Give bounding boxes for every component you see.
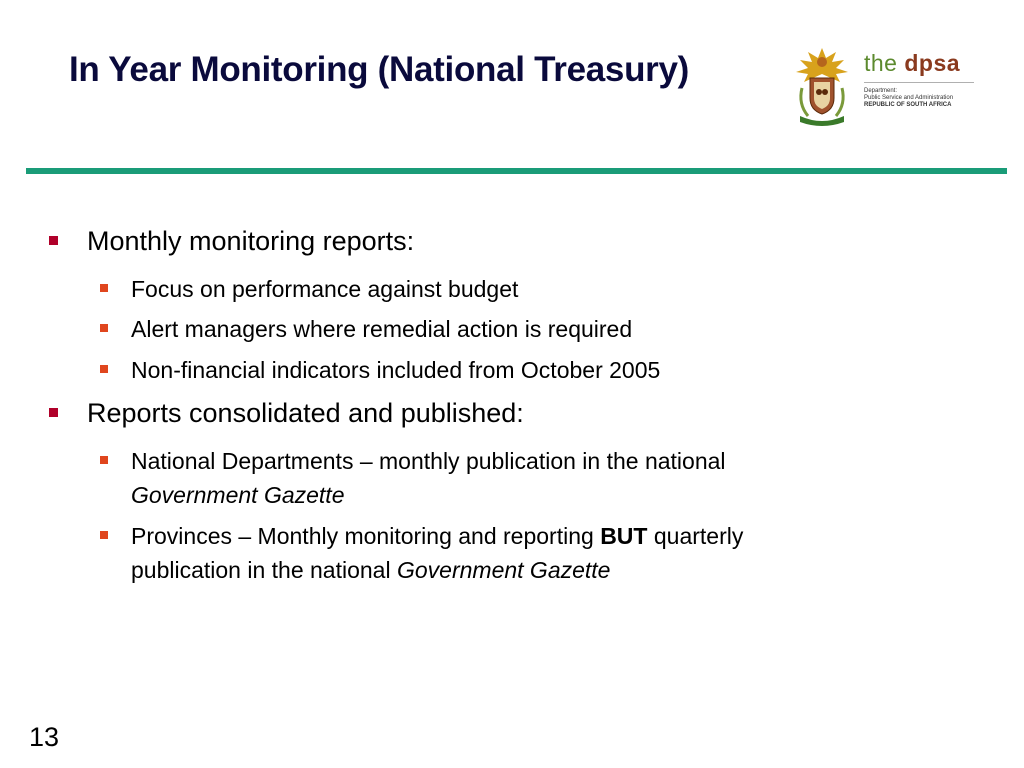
sub-bullet-text-italic: Government Gazette [396,557,611,583]
dpsa-wordmark [864,48,984,124]
sub-bullet-text-bold: BUT [600,523,648,549]
bullet-text: Monthly monitoring reports: [87,226,415,256]
bullet-square-icon [100,365,108,373]
bullet-square-icon [100,531,108,539]
dpsa-logo [790,44,990,128]
coat-of-arms-icon [790,44,854,126]
bullet-item [87,398,524,429]
bullet-square-icon [100,324,108,332]
bullet-square-icon [100,456,108,464]
sub-bullet-text: National Departments – monthly publication in the national [131,448,726,474]
dpsa-brand: the dpsa [864,50,961,76]
bullet-square-icon [49,236,58,245]
sub-bullet-item [131,353,660,387]
sub-bullet-item [131,272,518,306]
sub-bullet-text: publication in the national [131,557,397,583]
sub-bullet-item [131,519,743,587]
slide-title: In Year Monitoring (National Treasury) [69,50,690,89]
sub-bullet-text: Focus on performance against budget [131,276,519,302]
sub-bullet-text: quarterly [647,523,744,549]
logo-divider [864,82,974,83]
bullet-square-icon [49,408,58,417]
bullet-text: Reports consolidated and published: [87,398,524,428]
sub-bullet-text: Provinces – Monthly monitoring and reporting [131,523,601,549]
title-divider [26,168,1007,174]
sub-bullet-item [131,444,726,512]
sub-bullet-text: Non-financial indicators included from October 2005 [131,357,661,383]
sub-bullet-item [131,312,632,346]
logo-line-psa: Public Service and Administration [864,95,954,101]
logo-line-department: Department: [864,88,898,94]
logo-line-rsa: REPUBLIC OF SOUTH AFRICA [864,102,952,108]
bullet-item [87,226,414,257]
sub-bullet-text: Alert managers where remedial action is required [131,316,633,342]
page-number: 13 [29,722,60,752]
bullet-square-icon [100,284,108,292]
sub-bullet-text-italic: Government Gazette [131,482,345,508]
